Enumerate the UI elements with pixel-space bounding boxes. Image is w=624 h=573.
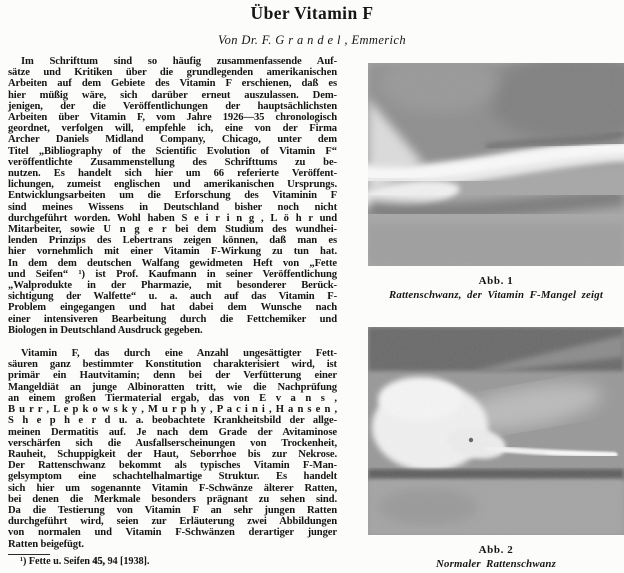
figure-2-label: Abb. 2 [478, 544, 514, 556]
footnote-text-tail: 94 [1938]. [104, 555, 150, 567]
normal-rat-photo [368, 327, 624, 535]
footnote [8, 556, 337, 568]
text-line: sich hier um sogenannte Vitamin F-Schwänze älterer Ratten, [8, 482, 337, 494]
rat-tail-deficiency-photo [368, 63, 624, 266]
article-title: Über Vitamin F [250, 3, 374, 23]
text-line: sind meines Wissens in Deutschland bisher noch nicht [8, 201, 337, 213]
text-line: S h e p h e r d u. a. beobachtete Krankheitsbild der allge- [8, 415, 337, 427]
text-line: In dem dem deutschen Walfang gewidmeten Heft von „Fette [8, 257, 337, 269]
text-line: veröffentlichte Zusammenstellung des Schrifttums zu be- [8, 156, 337, 168]
text-line: „Walprodukte in der Pharmazie, mit besonderer Berück- [8, 280, 337, 292]
article-byline: Von Dr. F. G r a n d e l , Emmerich [217, 33, 407, 47]
paragraph-2 [8, 348, 337, 550]
text-column [8, 56, 337, 568]
figure-1-caption: Rattenschwanz, der Vitamin F-Mangel zeigt [388, 289, 604, 301]
text-line: Vitamin F, das durch eine Anzahl ungesättigter Fett- [21, 348, 337, 360]
text-line: Rauheit, Schuppigkeit der Haut, Seborrhoe bis zur Nekrose. [8, 448, 337, 460]
text-line: durchgeführt worden. Wohl haben S e i r i n g , L ö h r und [8, 212, 337, 224]
text-line: Mitarbeiter, sowie U n g e r bei dem Studium des wundhei- [8, 224, 337, 236]
text-line: Mangeldiät an junge Albinoratten tritt, wie die Nachprüfung [8, 381, 337, 393]
paragraph-1 [8, 56, 337, 336]
text-line: Da die Testierung von Vitamin F an sehr jungen Ratten [8, 504, 337, 516]
text-line: verschärfen sich die Ausfallserscheinungen von Trockenheit, [8, 437, 337, 449]
text-line: Entwicklungsarbeiten um die Erforschung des Vitaminin F [8, 190, 337, 202]
text-line: gelsymptom eine schachtelhalmartige Struktur. Es handelt [8, 471, 337, 483]
text-line: Arbeiten über Vitamin F, vom Jahre 1926—35 chronologisch [8, 112, 337, 124]
figure-2 [368, 327, 624, 570]
figure-2-caption: Normaler Rattenschwanz [436, 558, 556, 570]
footnote-text: Fette u. Seifen [26, 555, 93, 567]
text-line: Arbeiten auf dem Gebiete des Vitamin F erschienen, daß es [8, 78, 337, 90]
text-line: Der Rattenschwanz bekommt als typisches Vitamin F-Man- [8, 460, 337, 472]
text-line: Im Schrifttum sind so häufig zusammenfassende Auf- [21, 56, 337, 67]
text-line: B u r r , L e p k o w s k y , M u r p h y , P a c i n i , H a n s e n , [8, 404, 337, 416]
text-line: Archer Daniels Midland Company, Chicago, unter dem [8, 134, 337, 146]
footnote-rule [8, 554, 50, 555]
text-line: geordnet, verfolgen will, empfehle ich, eine von der Firma [8, 123, 337, 135]
text-line: primär ein Hautvitamin; denn bei der Verfütterung einer [8, 370, 337, 382]
text-line: einer intensiveren Bearbeitung durch die Fettchemiker und [8, 313, 337, 325]
figure-1 [368, 63, 624, 301]
text-line: hier müßig wäre, sich darüber erneut auszulassen. Dem- [8, 89, 337, 101]
text-line: nutzen. Es handelt sich hier um 66 referierte Veröffent- [8, 168, 337, 180]
text-line: von normalen und Vitamin F-Schwänzen derartiger junger [8, 527, 337, 539]
text-line: lenden Prinzips des Lebertrans zeigen können, daß man es [8, 235, 337, 247]
footnote-marker: ¹) [20, 555, 27, 567]
text-line: jenigen, der die Veröffentlichungen der hauptsächlichsten [8, 100, 337, 112]
text-line: sichtigung der Walfette“ u. a. auch auf das Vitamin F- [8, 291, 337, 303]
text-line: an einem großen Tiermaterial ergab, das von E v a n s , [8, 392, 337, 404]
text-line: sätze und Kritiken über die grundlegenden amerikanischen [8, 67, 337, 79]
text-line: bei denen die Merkmale besonders prägnant zu sehen sind. [8, 493, 337, 505]
text-line: hier vornehmlich mit einer Vitamin F-Wirkung zu tun hat. [8, 246, 337, 258]
text-line: meinen Dermatitis auf. Je nach dem Grade der Avitaminose [8, 426, 337, 438]
footnote-volume: 45, [92, 555, 105, 567]
text-line: durchgeführt wird, seien zur Erläuterung zwei Abbildungen [8, 516, 337, 528]
text-line: und Seifen“ ¹) ist Prof. Kaufmann in seiner Veröffentlichung [8, 268, 337, 280]
text-line: Titel „Bibliography of the Scientific Evolution of Vitamin F“ [8, 145, 337, 157]
text-line: Ratten beigefügt. [8, 538, 84, 550]
text-line: Problem eingegangen und hat dabei dem Wunsche nach [8, 302, 337, 314]
text-line: Biologen in Deutschland Ausdruck gegeben. [8, 324, 203, 336]
text-line: säuren ganz bestimmter Konstitution charakterisiert wird, ist [8, 359, 337, 371]
figure-1-label: Abb. 1 [478, 275, 514, 287]
text-line: lichungen, zumeist englischen und amerikanischen Ursprungs. [8, 179, 337, 191]
